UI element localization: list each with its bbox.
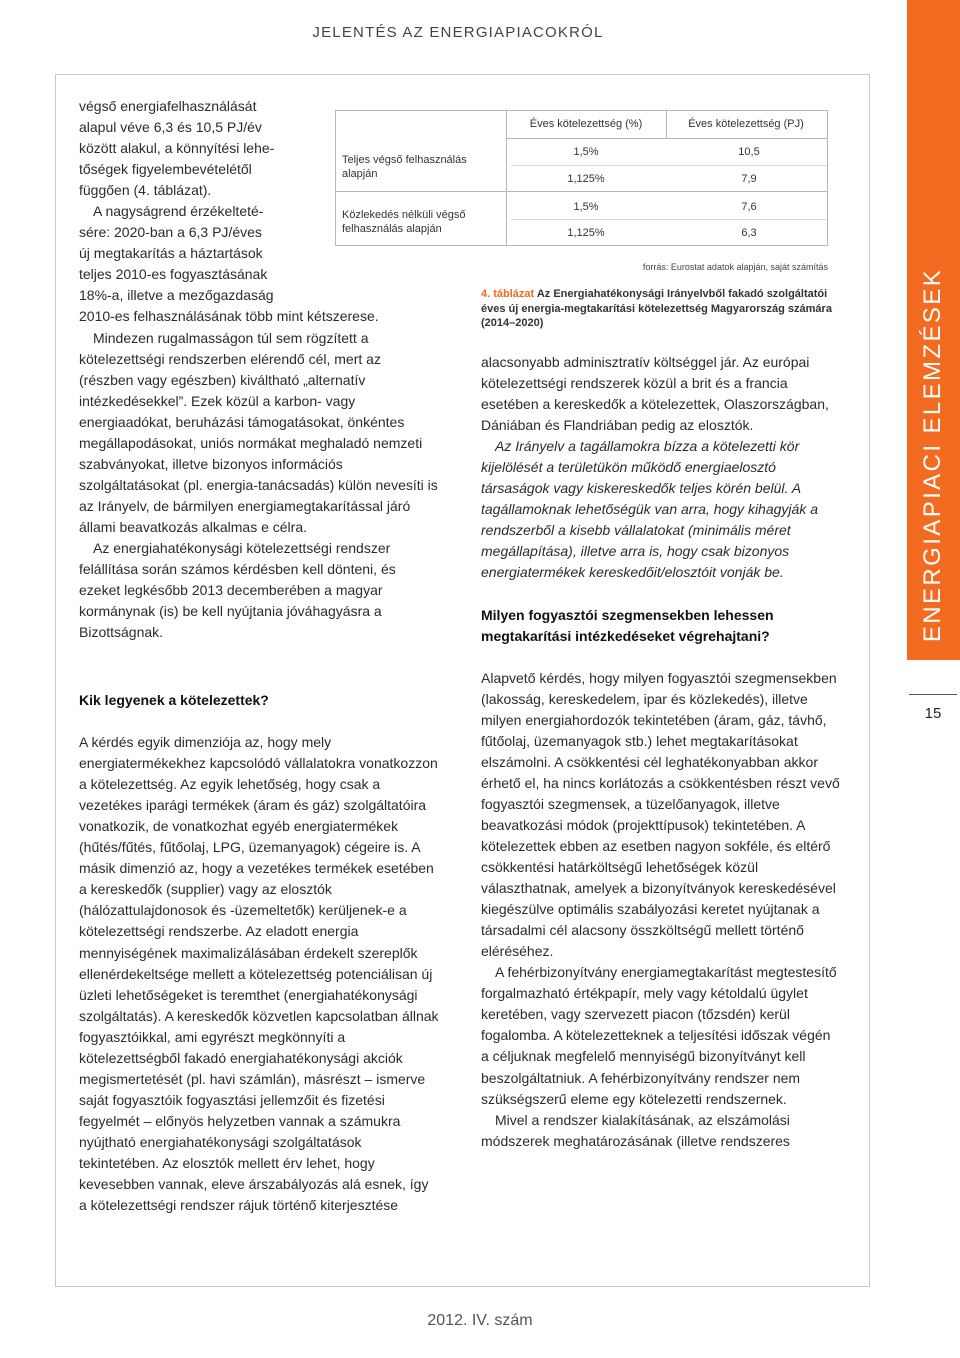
table-source-note: forrás: Eurostat adatok alapján, saját számítás	[642, 262, 828, 272]
table-caption	[481, 287, 841, 331]
table-col-header: Éves kötelezettség (PJ)	[688, 118, 804, 130]
table-cell: 6,3	[741, 227, 757, 239]
section-heading: Kik legyenek a kötelezettek?	[79, 692, 269, 708]
issue-footer: 2012. IV. szám	[427, 1312, 533, 1329]
table-cell: 1,125%	[567, 173, 605, 185]
table-cell: 10,5	[738, 146, 760, 158]
table-row-label: Teljes végső felhasználás alapján	[342, 154, 467, 180]
text-line: A nagyságrend érzékelteté-	[93, 203, 264, 220]
table-row-separator	[511, 165, 827, 166]
page-number: 15	[924, 705, 942, 722]
paragraph: Mivel a rendszer kialakításának, az elszámolási módszerek meghatározásának (illetve rendszeres	[481, 1111, 790, 1149]
table-row-label: Közlekedés nélküli végső felhasználás alapján	[342, 209, 466, 235]
table-caption-number: 4. táblázat	[481, 288, 535, 300]
paragraph: A kérdés egyik dimenziója az, hogy mely energiatermékekhez kapcsolódó vállalatokra vonatkozzon a kötelezettség. Az egyik lehetőség, hogy csak a vezetékes iparági termékek (áram és gáz) szolgáltatóira vonatkozik, de vonatkozhat egyéb energiatermékek (hűtés/fűtés, fűtőolaj, LPG, üzemanyagok) cégeire is. A másik dimenzió az, hogy a vezetékes termékek esetében a kereskedők (supplier) vagy az elosztók (hálózattulajdonosok és -üzemeltetők) kerüljenek-e a kötelezettségi rendszerbe. Az eladott energia mennyiségének maximalizálásában érdekelt szereplők ellenérdekeltsége mellett a kötelezettség potenciálisan új üzleti lehetőségeket is teremthet (energiahatékonysági szolgáltatás). A kereskedők közvetlen kapcsolatban állnak fogyasztóikkal, ami egyrészt megkönnyíti a kötelezettségből fakadó energiahatékonysági akciók megismertetését (pl. havi számlán), másrészt – ismerve saját fogyasztóik fogyasztási jellemzőit és fizetési fegyelmét – előnyös helyzetben vannak a számukra nyújtható energiahatékonysági szolgáltatások tekintetében. Az elosztók mellett érv lehet, hogy kevesebben vannak, eleve árszabályozás alá esnek, így a kötelezettségi rendszer rájuk történő kiterjesztése	[79, 734, 439, 1214]
paragraph: Alapvető kérdés, hogy milyen fogyasztói szegmensekben (lakosság, kereskedelem, ipar és közlekedés), illetve milyen energiahordozók tekintetében (áram, gáz, távhő, fűtőolaj, üzemanyagok stb.) lehet megtakarításokat elszámolni. A csökkentési cél leghatékonyabban akkor érhető el, ha nincs korlátozás a csökkentésben részt vevő fogyasztói szegmensek, a tüzelőanyagok, illetve beavatkozási módok (projekttípusok) tekintetében. A kötelezettek ebben az esetben nagyon sokféle, és eltérő csökkentési határköltségű lehetőségek közül választhatnak, amelyek a bizonyítványok kereskedésével kiegészülve optimális szabályozási keretet nyújtanak a társadalmi cél alacsony összköltségű mellett történő eléréséhez.	[481, 669, 840, 960]
table-cell: 7,9	[741, 173, 757, 185]
text-line: 18%-a, illetve a mezőgazdaság	[79, 287, 274, 304]
running-header: JELENTÉS AZ ENERGIAPIACOKRÓL	[312, 24, 604, 41]
column-1-bottom	[79, 690, 439, 1216]
table-cell: 1,5%	[573, 146, 599, 158]
paragraph: Mindezen rugalmasságon túl sem rögzített a kötelezettségi rendszerben elérendő cél, mert az (részben vagy egészben) kiváltható „alternatív intézkedésekkel”. Ezek közül a karbon- vagy energiaadókat, beruházási támogatásokat, önkéntes megállapodásokat, uniós normákat meghaladó nemzeti szabványokat, illetve bizonyos információs szolgáltatásokat (pl. energia-tanácsadás) külön nevesíti is az Irányelv, de bármilyen energiamegtakarítással járó állami beavatkozás alkalmas e célra.	[79, 329, 438, 535]
text-line: végső energiafelhasználását	[79, 98, 257, 114]
paragraph: alacsonyabb adminisztratív költséggel jár. Az európai kötelezettségi rendszerek közül a brit és a francia esetében a kereskedők a kötelezettek, Olaszországban, Dániában és Flandriában pedig az elosztók.	[481, 354, 829, 434]
table-col-header: Éves kötelezettség (%)	[529, 118, 643, 130]
column-2	[481, 352, 841, 1152]
text-line: sére: 2020-ban a 6,3 PJ/éves	[79, 224, 262, 241]
text-line: függően (4. táblázat).	[79, 182, 212, 199]
text-line: teljes 2010-es fogyasztásának	[79, 266, 268, 283]
table-divider	[506, 111, 507, 245]
table-cell: 7,6	[741, 201, 757, 213]
table-cell: 1,125%	[567, 227, 605, 239]
paragraph: A fehérbizonyítvány energiamegtakarítást megtestesítő forgalmazható értékpapír, mely vagy kétoldalú ügylet keretében, vagy szervezett piacon (tőzsdén) kerül fogalomba. A kötelezetteknek a teljesítési időszak végén a céljuknak megfelelő mennyiségű bizonyítványt kell beszolgáltatniuk. A fehérbizonyítvány rendszer nem szükségszerű eleme egy kötelezetti rendszernek.	[481, 964, 837, 1107]
text-line: 2010-es felhasználásának több mint kétszerese.	[79, 308, 379, 325]
text-line: tőségek figyelembevételétől	[79, 161, 252, 178]
text-line: új megtakarítás a háztartások	[79, 245, 263, 262]
text-line: között alakul, a könnyítési lehe-	[79, 140, 275, 157]
paragraph: Az Irányelv a tagállamokra bízza a kötelezetti kör kijelölését a területükön működő energiaelosztó társaságok vagy kiskereskedők teljes körén belül. A tagállamoknak lehetőségük van arra, hogy kihagyják a rendszerből a kisebb vállalatokat (minimális méret megállapítása), illetve arra is, hogy csak bizonyos energiatermékek kereskedőit/elosztóit vonják be.	[481, 438, 818, 581]
section-heading: Milyen fogyasztói szegmensekben lehessen megtakarítási intézkedéseket végrehajtani?	[481, 606, 774, 644]
section-title: ENERGIAPIACI ELEMZÉSEK	[919, 267, 946, 643]
table-row-separator	[511, 219, 827, 220]
table-cell: 1,5%	[573, 201, 599, 213]
table-divider	[666, 111, 667, 138]
page-number-rule	[909, 694, 957, 695]
paragraph: Az energiahatékonysági kötelezettségi rendszer felállítása során számos kérdésben kell dönteni, és ezeket legkésőbb 2013 decemberében a magyar kormánynak (is) be kell nyújtania jóváhagyásra a Bizottságnak.	[79, 539, 396, 641]
column-1-top	[79, 96, 439, 643]
table-caption-text: Az Energiahatékonysági Irányelvből fakadó szolgáltatói éves új energia-megtakarítási kötelezettség Magyarország számára (2014–2020)	[481, 288, 832, 329]
text-line: alapul véve 6,3 és 10,5 PJ/év	[79, 119, 262, 136]
